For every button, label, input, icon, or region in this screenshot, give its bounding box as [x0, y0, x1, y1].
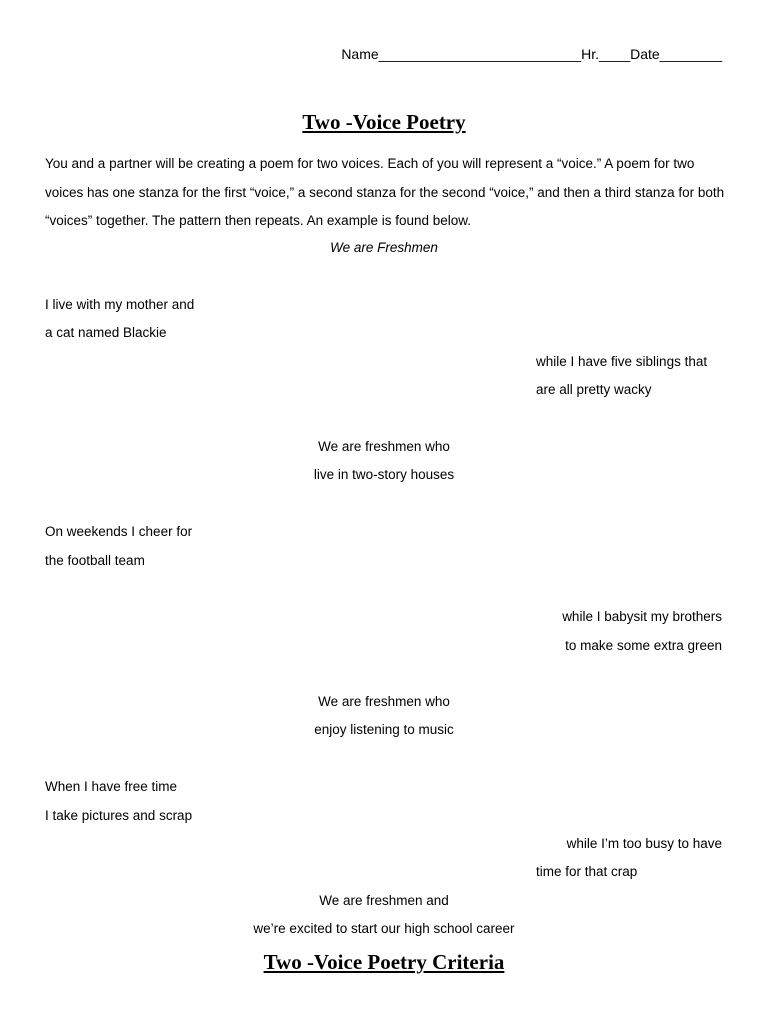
- poem-line-voice2: while I have five siblings that: [536, 354, 708, 369]
- poem-line-both: We are freshmen who: [318, 694, 450, 709]
- poem-line-voice1: When I have free time: [45, 779, 178, 794]
- intro-paragraph: You and a partner will be creating a poem for two voices. Each of you will represent a “voice.” A poem for two voices has one stanza for the first “voice,” a second stanza for the second “voice,” and then a third stanza for both “voices” together. The pattern then repeats. An example is found below.: [45, 156, 725, 228]
- poem-line-voice2: while I babysit my brothers: [562, 609, 722, 624]
- criteria-title: Two -Voice Poetry Criteria: [263, 950, 505, 974]
- poem-line-voice2: time for that crap: [536, 864, 638, 879]
- poem-line-both: we’re excited to start our high school career: [253, 921, 515, 936]
- poem-line-voice1: the football team: [45, 553, 145, 568]
- poem-line-voice2: are all pretty wacky: [536, 382, 652, 397]
- poem-line-voice2: to make some extra green: [565, 638, 722, 653]
- poem-line-voice1: On weekends I cheer for: [45, 524, 193, 539]
- poem-line-both: We are freshmen who: [318, 439, 450, 454]
- poem-line-voice1: a cat named Blackie: [45, 325, 167, 340]
- name-hr-date-line: Name__________________________Hr.____Date________: [341, 46, 722, 62]
- poem-line-both: We are freshmen and: [319, 893, 449, 908]
- poem-line-voice1: I live with my mother and: [45, 297, 195, 312]
- poem-line-both: enjoy listening to music: [314, 722, 454, 737]
- poem-line-voice1: I take pictures and scrap: [45, 808, 193, 823]
- poem-line-both: live in two-story houses: [313, 467, 455, 482]
- poem-line-voice2: while I’m too busy to have: [566, 836, 722, 851]
- poem-title: We are Freshmen: [330, 240, 438, 255]
- page-title: Two -Voice Poetry: [302, 110, 466, 134]
